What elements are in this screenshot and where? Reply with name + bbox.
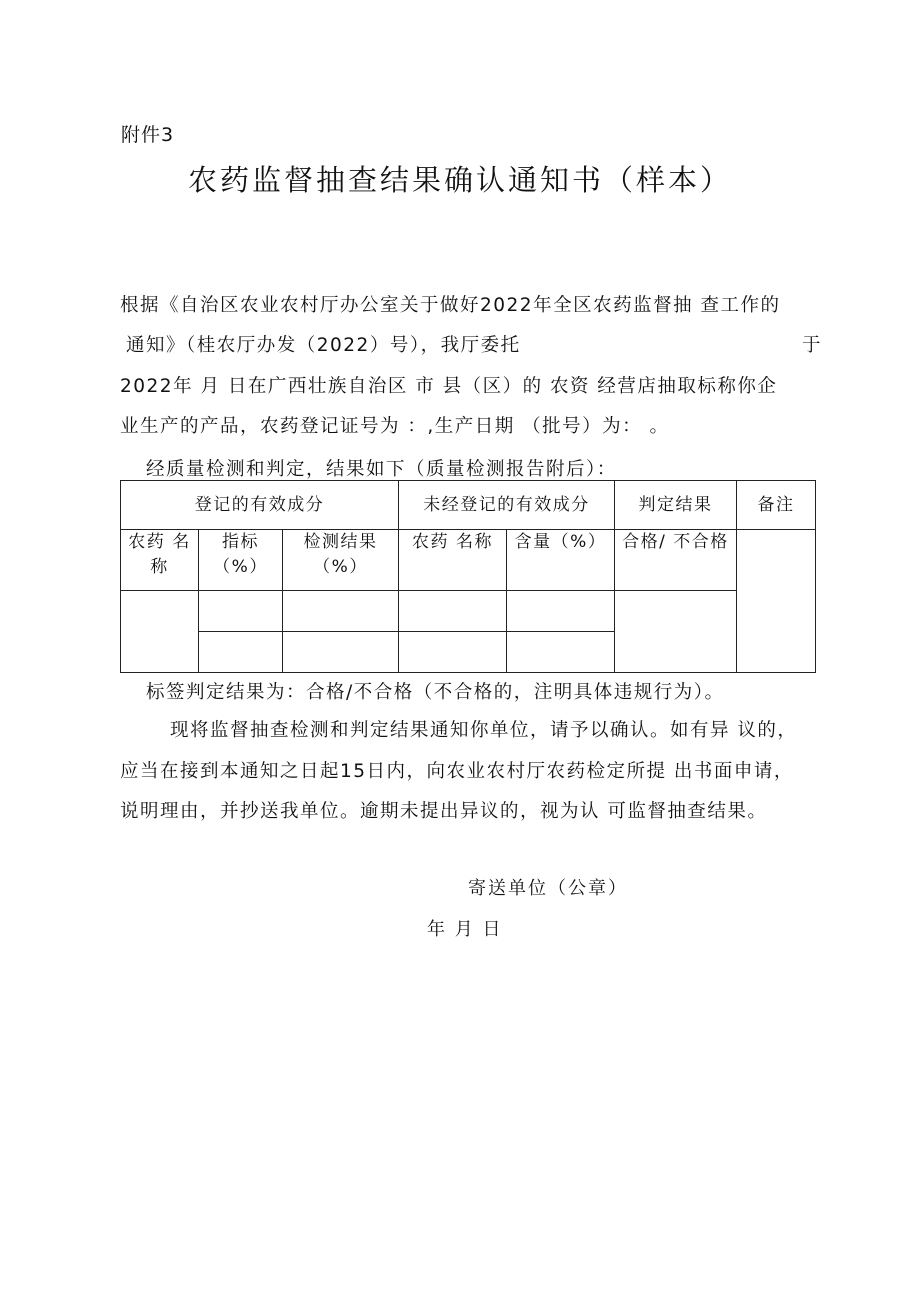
sender-unit-seal: 寄送单位（公章） xyxy=(468,878,628,899)
paragraph1-line2-left: 通知》（桂农厅办发（2022）号），我厅委托 xyxy=(126,335,521,356)
pesticide-name-cell xyxy=(121,591,199,673)
paragraph2-line3: 说明理由，并抄送我单位。逾期未提出异议的，视为认 可监督抽查结果。 xyxy=(120,801,768,822)
header-registered-ingredients: 登记的有效成分 xyxy=(121,481,399,530)
subheader-pass-fail: 合格/ 不合格 xyxy=(615,530,737,591)
test-result-cell xyxy=(283,591,399,632)
subheader-pesticide-name: 农药 名称 xyxy=(121,530,199,591)
judgment-cell xyxy=(615,591,737,673)
subheader-test-result: 检测结果（%） xyxy=(283,530,399,591)
unregistered-name-cell xyxy=(399,591,507,632)
paragraph1-line1: 根据《自治区农业农村厅办公室关于做好2022年全区农药监督抽 查工作的 xyxy=(120,295,781,316)
remarks-cell xyxy=(737,530,816,673)
test-result-cell xyxy=(283,632,399,673)
unregistered-name-cell xyxy=(399,632,507,673)
paragraph1-line4: 业生产的产品，农药登记证号为 ：,生产日期 （批号）为： 。 xyxy=(120,416,670,437)
signature-date: 年 月 日 xyxy=(427,919,503,940)
results-table xyxy=(120,480,816,673)
document-title: 农药监督抽查结果确认通知书（样本） xyxy=(187,163,732,197)
paragraph2-line1: 现将监督抽查检测和判定结果通知你单位，请予以确认。如有异 议的， xyxy=(170,720,798,741)
subheader-unregistered-name: 农药 名称 xyxy=(399,530,507,591)
paragraph2-line2: 应当在接到本通知之日起15日内，向农业农村厅农药检定所提 出书面申请， xyxy=(120,761,794,782)
header-judgment: 判定结果 xyxy=(615,481,737,530)
header-unregistered-ingredients: 未经登记的有效成分 xyxy=(399,481,615,530)
subheader-content: 含量（%） xyxy=(507,530,615,591)
content-cell xyxy=(507,632,615,673)
paragraph1-line3: 2022年 月 日在广西壮族自治区 市 县（区）的 农资 经营店抽取标称你企 xyxy=(120,376,778,397)
index-cell xyxy=(199,591,283,632)
table-intro: 经质量检测和判定，结果如下（质量检测报告附后）： xyxy=(146,459,617,480)
content-cell xyxy=(507,591,615,632)
label-judgment-note: 标签判定结果为：合格/不合格（不合格的，注明具体违规行为）。 xyxy=(146,682,725,703)
paragraph1-line2-right: 于 xyxy=(802,335,823,356)
index-cell xyxy=(199,632,283,673)
attachment-label: 附件3 xyxy=(121,124,175,146)
header-remarks: 备注 xyxy=(737,481,816,530)
subheader-index: 指标（%） xyxy=(199,530,283,591)
